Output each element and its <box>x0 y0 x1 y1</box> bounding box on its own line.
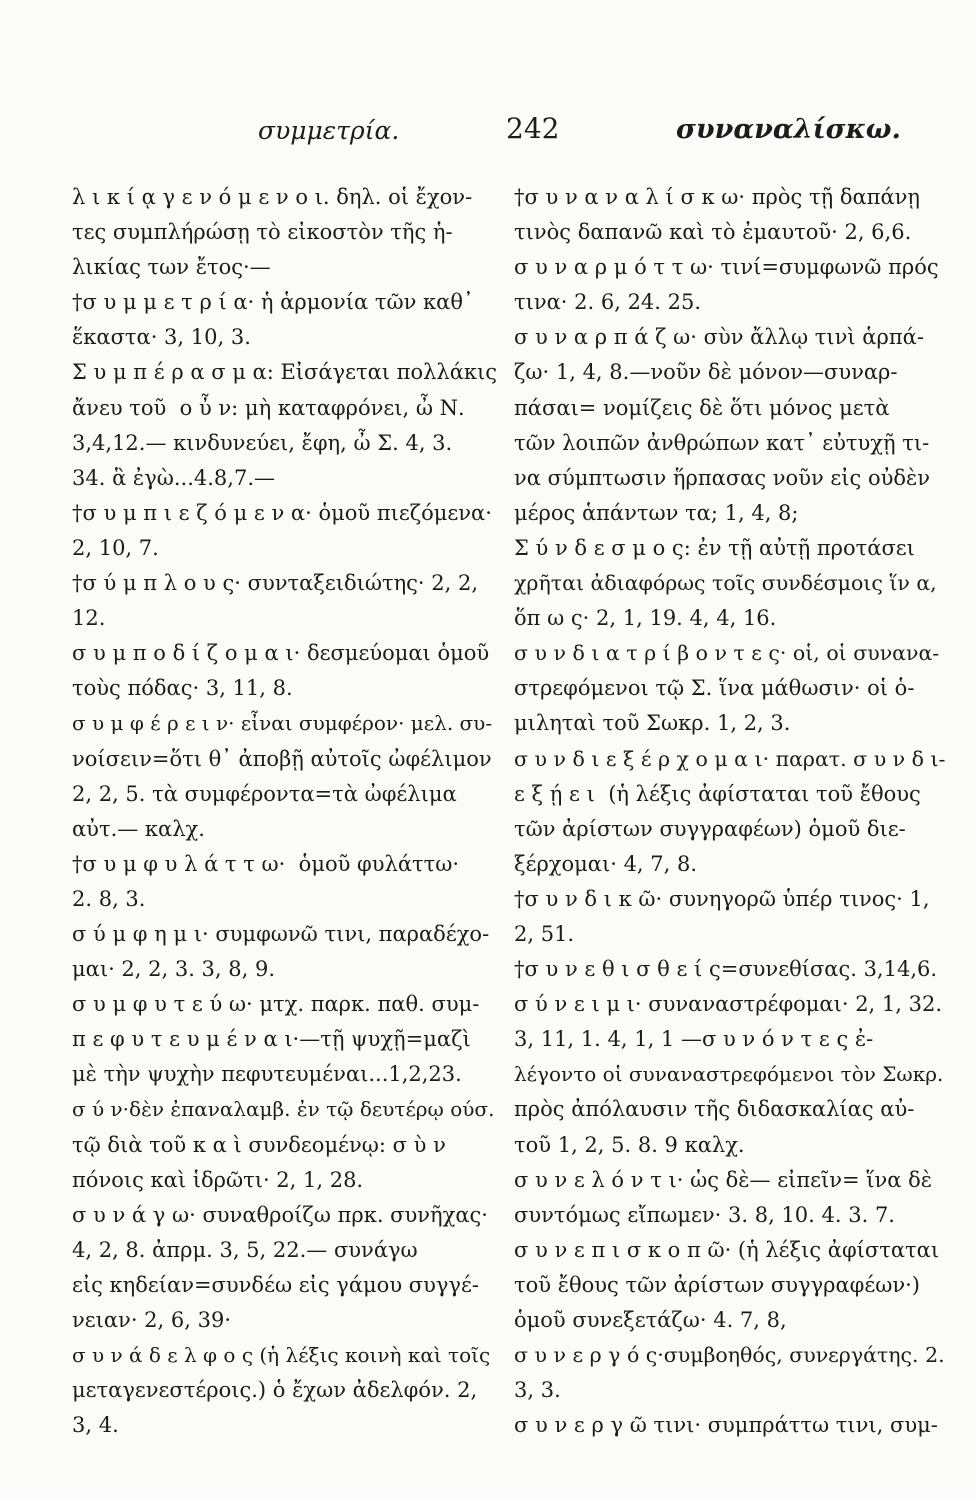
text-line: 2, 51. <box>514 921 575 946</box>
text-line: νοίσειν=ὅτι θ᾽ ἀποβῇ αὐτοῖς ὠφέλιμον <box>72 746 492 771</box>
text-line: 2, 2, 5. τὰ συμφέροντα=τὰ ὠφέλιμα <box>72 781 457 806</box>
text-line: μεταγενεστέροις.) ὁ ἔχων ἀδελφόν. 2, <box>72 1378 478 1403</box>
text-line: συντόμως εἴπωμεν· 3. 8, 10. 4. 3. 7. <box>514 1202 895 1227</box>
text-line: στρεφόμενοι τῷ Σ. ἵνα μάθωσιν· οἱ ὁ- <box>514 676 915 701</box>
text-line: σ υ ν ε ρ γ ό ς·συμβοηθός, συνεργάτης. 2. <box>514 1343 945 1368</box>
text-line: λ ι κ ί ᾳ γ ε ν ό μ ε ν ο ι. δηλ. οἱ ἔχον- <box>72 185 473 209</box>
text-line: †σ υ μ μ ε τ ρ ί α· ἡ ἁρμονία τῶν καθ᾽ <box>72 290 474 315</box>
text-line: Σ ύ ν δ ε σ μ ο ς: ἐν τῇ αὐτῇ προτάσει <box>514 535 915 560</box>
text-line: 34. ἃ ἐγὼ...4.8,7.— <box>72 465 276 490</box>
text-line: σ ύ μ φ η μ ι· συμφωνῶ τινι, παραδέχο- <box>72 921 490 946</box>
text-line: †σ ύ μ π λ ο υ ς· συνταξειδιώτης· 2, 2, <box>72 571 479 596</box>
text-line: Σ υ μ π έ ρ α σ μ α: Εἰσάγεται πολλάκις <box>72 360 498 385</box>
text-line: να σύμπτωσιν ἥρπασας νοῦν εἰς οὐδὲν <box>514 465 931 490</box>
text-line: μέρος ἁπάντων τα; 1, 4, 8; <box>514 500 799 525</box>
text-line: τινὸς δαπανῶ καὶ τὸ ἐμαυτοῦ· 2, 6,6. <box>514 220 912 245</box>
text-line: †σ υ μ φ υ λ ά τ τ ω· ὁμοῦ φυλάττω· <box>72 851 460 876</box>
right-column <box>514 180 946 1443</box>
text-line: σ ύ ν ε ι μ ι· συναναστρέφομαι· 2, 1, 32. <box>514 992 943 1017</box>
text-line: πάσαι= νομίζεις δὲ ὅτι μόνος μετὰ <box>514 395 890 420</box>
text-line: ὁμοῦ συνεξετάζω· 4. 7, 8, <box>514 1308 787 1332</box>
text-line: 4, 2, 8. ἀπρμ. 3, 5, 22.— συνάγω <box>72 1237 418 1262</box>
text-line: τες συμπλήρώσῃ τὸ εἰκοστὸν τῆς ἡ- <box>72 220 453 245</box>
text-line: νειαν· 2, 6, 39· <box>72 1308 231 1332</box>
text-line: †σ υ ν α ν α λ ί σ κ ω· πρὸς τῇ δαπάνῃ <box>514 185 920 209</box>
text-line: σ ύ ν·δὲν ἐπαναλαμβ. ἐν τῷ δευτέρῳ ούσ. <box>72 1097 495 1122</box>
header-left-headword: συμμετρία. <box>258 116 400 145</box>
text-line: λικίας των ἔτος·— <box>72 255 271 280</box>
text-line: λέγοντο οἱ συναναστρεφόμενοι τὸν Σωκρ. <box>514 1062 944 1087</box>
text-line: †σ υ ν δ ι κ ῶ· συνηγορῶ ὑπέρ τινος· 1, <box>514 886 930 911</box>
header-right-headword: συναναλίσκω. <box>676 114 901 145</box>
text-line: τοῦ 1, 2, 5. 8. 9 καλχ. <box>514 1132 745 1157</box>
text-line: ε ξ ῄ ε ι (ἡ λέξις ἀφίσταται τοῦ ἔθους <box>514 781 921 806</box>
text-line: σ υ ν ε λ ό ν τ ι· ὡς δὲ— εἰπεῖν= ἵνα δὲ <box>514 1167 933 1192</box>
text-line: πόνοις καὶ ἱδρῶτι· 2, 1, 28. <box>72 1167 364 1192</box>
text-line: εἰς κηδείαν=συνδέω εἰς γάμου συγγέ- <box>72 1272 479 1297</box>
page-header <box>0 112 976 152</box>
text-line: σ υ μ π ο δ ί ζ ο μ α ι· δεσμεύομαι ὁμοῦ <box>72 641 490 666</box>
text-line: μὲ τὴν ψυχὴν πεφυτευμέναι...1,2,23. <box>72 1062 462 1087</box>
text-line: τῶν λοιπῶν ἀνθρώπων κατ᾽ εὐτυχῇ τι- <box>514 430 930 455</box>
text-line: τοὺς πόδας· 3, 11, 8. <box>72 676 293 701</box>
text-line: σ υ ν ά δ ε λ φ ο ς (ἡ λέξις κοινὴ καὶ τοῖς <box>72 1343 491 1368</box>
text-line: †σ υ μ π ι ε ζ ό μ ε ν α· ὁμοῦ πιεζόμενα· <box>72 500 492 525</box>
text-line: αὐτ.— καλχ. <box>72 816 205 841</box>
page-number: 242 <box>506 112 560 145</box>
text-line: π ε φ υ τ ε υ μ έ ν α ι·—τῇ ψυχῇ=μαζὶ <box>72 1027 471 1052</box>
text-line: †σ υ ν ε θ ι σ θ ε ί ς=συνεθίσας. 3,14,6. <box>514 957 938 982</box>
text-line: 2. 8, 3. <box>72 886 146 911</box>
text-line: τῷ διὰ τοῦ κ α ὶ συνδεομένῳ: σ ὺ ν <box>72 1132 446 1157</box>
text-line: σ υ μ φ έ ρ ε ι ν· εἶναι συμφέρον· μελ. συ- <box>72 711 493 736</box>
text-line: μιληταὶ τοῦ Σωκρ. 1, 2, 3. <box>514 711 791 736</box>
text-line: πρὸς ἀπόλαυσιν τῆς διδασκαλίας αὐ- <box>514 1097 915 1122</box>
text-line: τοῦ ἔθους τῶν ἀρίστων συγγραφέων·) <box>514 1272 920 1297</box>
text-line: μαι· 2, 2, 3. 3, 8, 9. <box>72 957 276 982</box>
text-line: σ υ ν δ ι ε ξ έ ρ χ ο μ α ι· παρατ. σ υ ν δ ι- <box>514 746 946 771</box>
text-line: 3, 11, 1. 4, 1, 1 —σ υ ν ό ν τ ε ς ἐ- <box>514 1027 874 1052</box>
text-line: χρῆται ἀδιαφόρως τοῖς συνδέσμοις ἵν α, <box>514 571 937 596</box>
text-line: ζω· 1, 4, 8.—νοῦν δὲ μόνον—συναρ- <box>514 360 898 385</box>
text-line: 3, 4. <box>72 1413 119 1438</box>
text-line: 3, 3. <box>514 1378 561 1403</box>
text-line: σ υ μ φ υ τ ε ύ ω· μτχ. παρκ. παθ. συμ- <box>72 992 480 1017</box>
text-line: τῶν ἀρίστων συγγραφέων) ὁμοῦ διε- <box>514 816 906 841</box>
left-column <box>72 180 498 1443</box>
text-line: ἕκαστα· 3, 10, 3. <box>72 325 251 350</box>
text-line: 2, 10, 7. <box>72 535 159 560</box>
text-line: σ υ ν ά γ ω· συναθροίζω πρκ. συνῆχας· <box>72 1202 488 1227</box>
text-line: 12. <box>72 606 106 631</box>
text-line: ὅπ ω ς· 2, 1, 19. 4, 4, 16. <box>514 606 777 631</box>
text-line: σ υ ν α ρ π ά ζ ω· σὺν ἄλλῳ τινὶ ἁρπά- <box>514 325 924 350</box>
text-line: σ υ ν ε ρ γ ῶ τινι· συμπράττω τινι, συμ- <box>514 1413 938 1438</box>
text-line: ξέρχομαι· 4, 7, 8. <box>514 851 698 876</box>
text-line: σ υ ν α ρ μ ό τ τ ω· τινί=συμφωνῶ πρός <box>514 255 939 280</box>
text-line: σ υ ν ε π ι σ κ ο π ῶ· (ἡ λέξις ἀφίσταται <box>514 1237 940 1262</box>
text-line: τινα· 2. 6, 24. 25. <box>514 290 702 315</box>
text-line: σ υ ν δ ι α τ ρ ί β ο ν τ ε ς· οἱ, οἱ συνανα- <box>514 641 940 666</box>
text-line: ἄνευ τοῦ ο ὖ ν: μὴ καταφρόνει, ὦ Ν. <box>72 395 465 420</box>
text-line: 3,4,12.— κινδυνεύει, ἔφη, ὦ Σ. 4, 3. <box>72 430 453 455</box>
